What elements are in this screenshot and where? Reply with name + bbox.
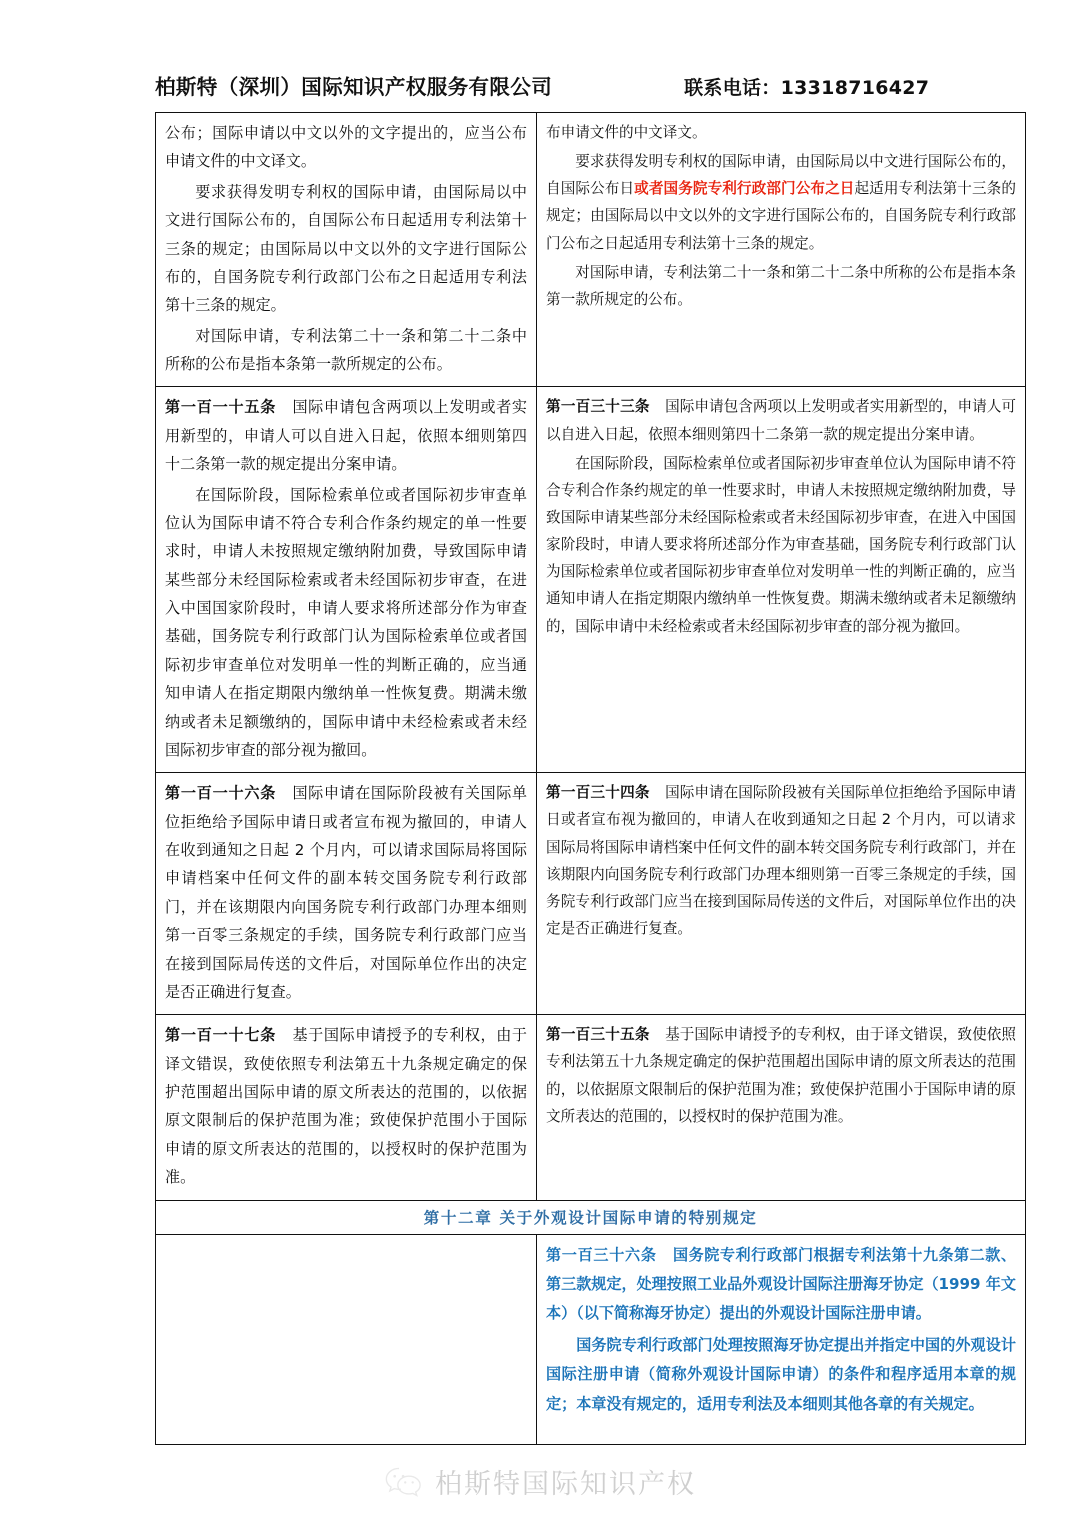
article-body: 基于国际申请授予的专利权，由于译文错误，致使依照专利法第五十九条规定确定的保护范围超出国际申请的原文所表达的范围的，以依据原文限制后的保护范围为准；致使保护范围小于国际申请的原文所表达的范围的，以授权时的保护范围为准。 [546, 1026, 1016, 1125]
contact-phone: 联系电话：13318716427 [684, 77, 930, 99]
table-row [156, 1234, 1026, 1444]
paragraph-with-highlight [546, 148, 1016, 257]
table-row [156, 773, 1026, 1015]
wechat-icon [384, 1466, 424, 1497]
table-row-chapter [156, 1200, 1026, 1234]
highlighted-amendment: 或者国务院专利行政部门公布之日 [634, 180, 855, 198]
paragraph: 在国际阶段，国际检索单位或者国际初步审查单位认为国际申请不符合专利合作条约规定的单一性要求时，申请人未按照规定缴纳附加费，导致国际申请某些部分未经国际检索或者未经国际初步审查，在进入中国国家阶段时，申请人要求将所述部分作为审查基础，国务院专利行政部门认为国际检索单位或者国际初步审查单位对发明单一性的判断正确的，应当通知申请人在指定期限内缴纳单一性恢复费。期满未缴纳或者未足额缴纳的，国际申请中未经检索或者未经国际初步审查的部分视为撤回。 [165, 485, 527, 759]
page-header [155, 70, 1025, 100]
article-number: 第一百一十六条 [165, 784, 277, 803]
paragraph: 公布；国际申请以中文以外的文字提出的，应当公布申请文件的中文译文。 [165, 124, 527, 171]
cell-left-continued [156, 113, 537, 387]
paragraph [165, 779, 527, 1006]
article-body: 国务院专利行政部门根据专利法第十九条第二款、第三款规定，处理按照工业品外观设计国际注册海牙协定（1999 年文本）（以下简称海牙协定）提出的外观设计国际注册申请。 [546, 1245, 1016, 1323]
paragraph: 布申请文件的中文译文。 [546, 124, 707, 141]
article-number: 第一百三十四条 [546, 784, 650, 802]
paragraph [546, 393, 1016, 447]
text-block [546, 779, 1016, 942]
cell-article-117 [156, 1015, 537, 1200]
cell-chapter-heading [156, 1200, 1026, 1234]
article-number: 第一百三十三条 [546, 398, 650, 416]
footer-watermark [0, 1462, 1080, 1501]
cell-article-134 [537, 773, 1026, 1015]
article-body: 国际申请包含两项以上发明或者实用新型的，申请人可以自进入日起，依照本细则第四十二条第一款的规定提出分案申请。 [165, 398, 527, 474]
text-block [165, 393, 527, 764]
company-name: 柏斯特（深圳）国际知识产权服务有限公司 [155, 75, 553, 99]
paragraph [165, 1021, 527, 1191]
cell-article-116 [156, 773, 537, 1015]
chapter-title: 第十二章 关于外观设计国际申请的特别规定 [423, 1207, 758, 1227]
paragraph: 国务院专利行政部门处理按照海牙协定提出并指定中国的外观设计国际注册申请（简称外观设计国际申请）的条件和程序适用本章的规定；本章没有规定的，适用专利法及本细则其他各章的有关规定。 [546, 1335, 1016, 1413]
cell-article-133 [537, 387, 1026, 773]
cell-right-continued [537, 113, 1026, 387]
article-body: 国际申请包含两项以上发明或者实用新型的，申请人可以自进入日起，依照本细则第四十二条第一款的规定提出分案申请。 [546, 398, 1016, 443]
article-body: 国际申请在国际阶段被有关国际单位拒绝给予国际申请日或者宣布视为撤回的，申请人在收到通知之日起 2 个月内，可以请求国际局将国际申请档案中任何文件的副本转交国务院专利行政部门，并在该期限内向国务院专利行政部门办理本细则第一百零三条规定的手续，国务院专利行政部门应当在接到国际局传送的文件后，对国际单位作出的决定是否正确进行复查。 [165, 784, 527, 1001]
table-row [156, 387, 1026, 773]
text-after-highlight: 起适用专利法第十三条的规定；由国际局以中文以外的文字进行国际公布的，自国务院专利行政部门公布之日起适用专利法第十三条的规定。 [546, 180, 1016, 252]
cell-article-136 [537, 1234, 1026, 1444]
text-block [546, 393, 1016, 639]
table-row [156, 113, 1026, 387]
text-block-new-article [546, 1241, 1016, 1420]
text-block [165, 119, 527, 378]
cell-article-115 [156, 387, 537, 773]
article-number: 第一百一十七条 [165, 1026, 277, 1045]
paragraph [546, 1241, 1016, 1329]
paragraph: 在国际阶段，国际检索单位或者国际初步审查单位认为国际申请不符合专利合作条约规定的单一性要求时，申请人未按照规定缴纳附加费，导致国际申请某些部分未经国际检索或者未经国际初步审查，在进入中国国家阶段时，申请人要求将所述部分作为审查基础，国务院专利行政部门认为国际检索单位或者国际初步审查单位对发明单一性的判断正确的，应当通知申请人在指定期限内缴纳单一性恢复费。期满未缴纳或者未足额缴纳的，国际申请中未经检索或者未经国际初步审查的部分视为撤回。 [546, 454, 1016, 635]
text-block [546, 119, 1016, 313]
text-block [165, 779, 527, 1006]
article-body: 国际申请在国际阶段被有关国际单位拒绝给予国际申请日或者宣布视为撤回的，申请人在收到通知之日起 2 个月内，可以请求国际局将国际申请档案中任何文件的副本转交国务院专利行政部门，并在该期限内向国务院专利行政部门办理本细则第一百零三条规定的手续，国务院专利行政部门应当在接到国际局传送的文件后，对国际单位作出的决定是否正确进行复查。 [546, 784, 1016, 937]
paragraph [546, 779, 1016, 942]
paragraph [546, 1021, 1016, 1130]
paragraph: 要求获得发明专利权的国际申请，由国际局以中文进行国际公布的，自国际公布日起适用专利法第十三条的规定；由国际局以中文以外的文字进行国际公布的，自国务院专利行政部门公布之日起适用专利法第十三条的规定。 [165, 182, 527, 315]
comparison-table [155, 112, 1026, 1445]
watermark-text: 柏斯特国际知识产权 [435, 1469, 696, 1500]
text-before-highlight: 要求获得发明专利权的国际申请，由国际局以中文进行国际公布的，自国际公布日 [546, 153, 1016, 198]
article-body: 基于国际申请授予的专利权，由于译文错误，致使依照专利法第五十九条规定确定的保护范围超出国际申请的原文所表达的范围的，以依据原文限制后的保护范围为准；致使保护范围小于国际申请的原文所表达的范围的，以授权时的保护范围为准。 [165, 1026, 527, 1187]
cell-empty-left [156, 1234, 537, 1444]
article-number: 第一百三十五条 [546, 1026, 650, 1044]
article-number: 第一百三十六条 [546, 1245, 657, 1264]
paragraph: 对国际申请，专利法第二十一条和第二十二条中所称的公布是指本条第一款所规定的公布。 [546, 263, 1016, 308]
paragraph [165, 393, 527, 478]
paragraph: 对国际申请，专利法第二十一条和第二十二条中所称的公布是指本条第一款所规定的公布。 [165, 326, 527, 373]
text-block [165, 1021, 527, 1191]
article-number: 第一百一十五条 [165, 398, 277, 417]
table-row [156, 1015, 1026, 1200]
text-block [546, 1021, 1016, 1130]
cell-article-135 [537, 1015, 1026, 1200]
